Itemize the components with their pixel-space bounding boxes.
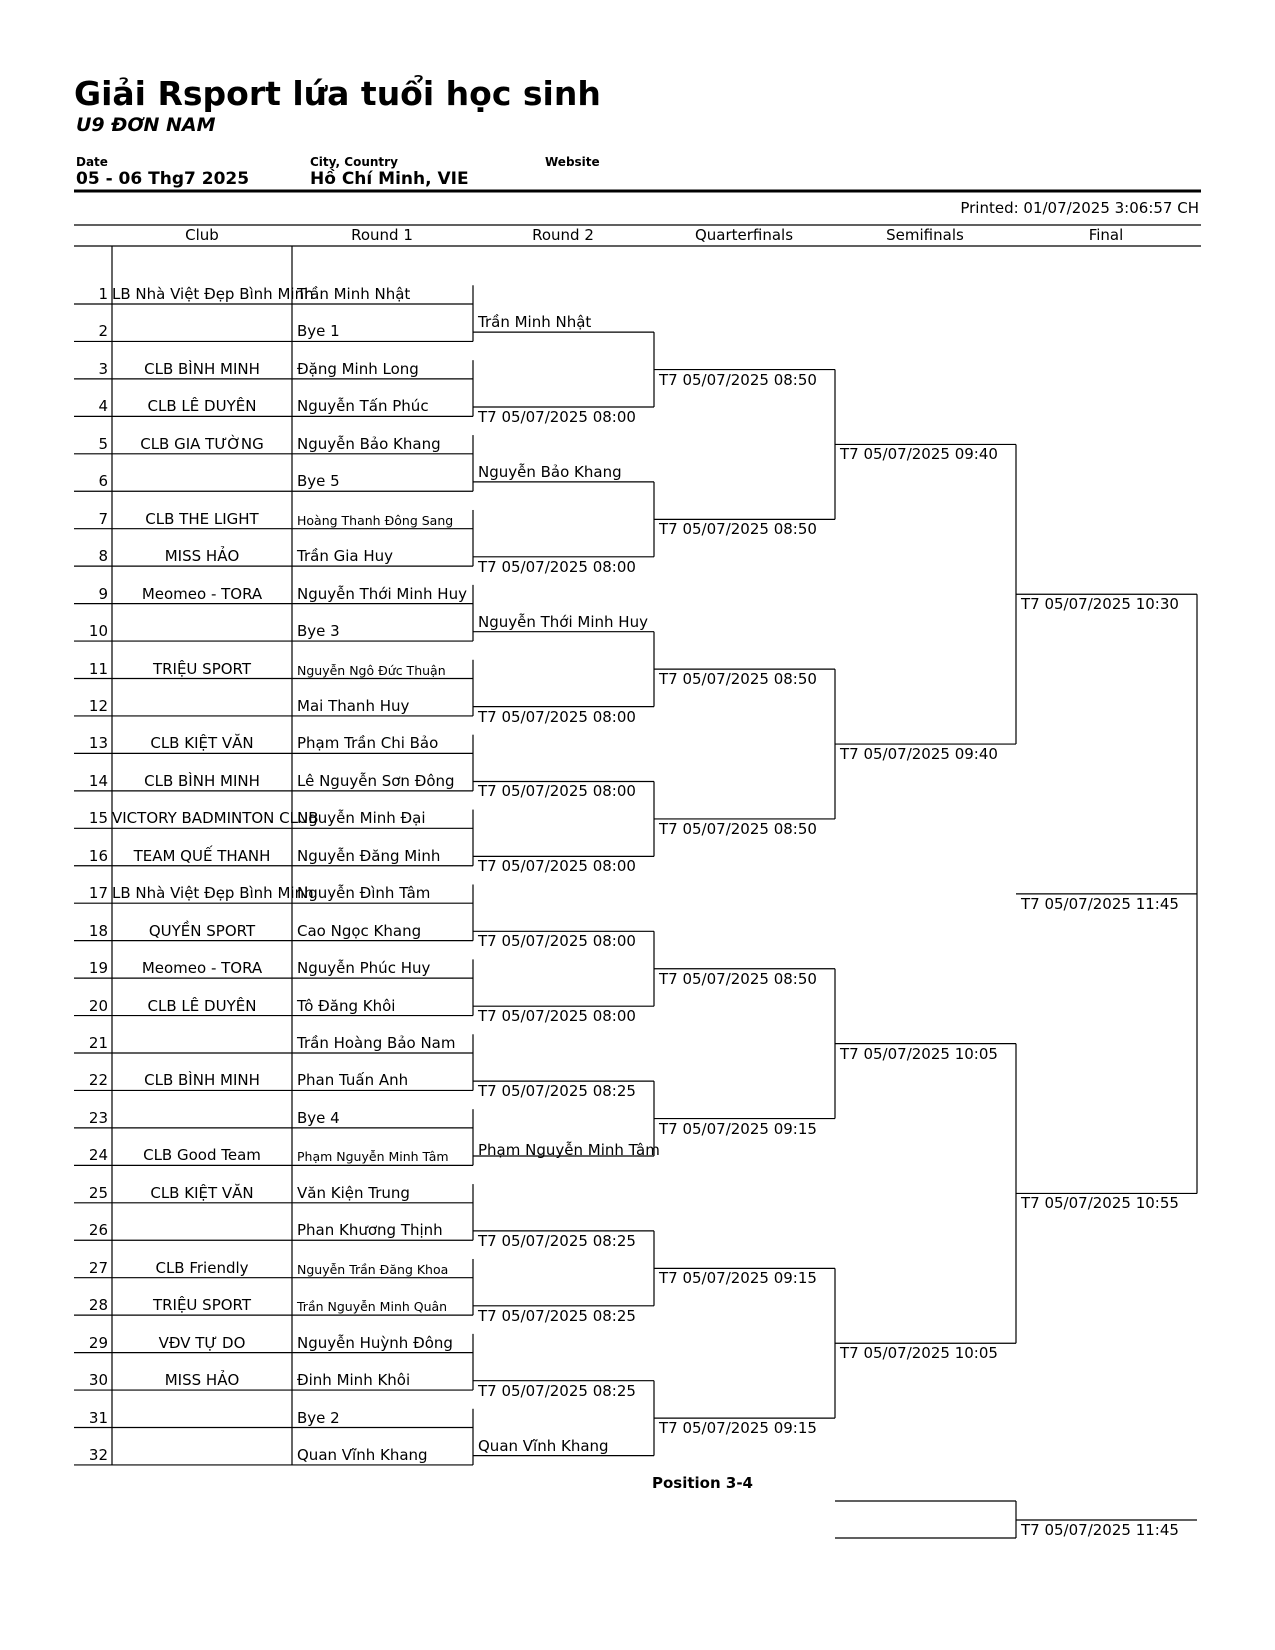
entry-number: 16	[88, 846, 108, 865]
entry-number: 20	[88, 996, 108, 1015]
entry-player: Bye 1	[297, 322, 340, 341]
entry-number: 26	[88, 1221, 108, 1240]
entry-number: 22	[88, 1071, 108, 1090]
entry-number: 12	[88, 696, 108, 715]
semifinal-match-time: T7 05/07/2025 09:40	[840, 445, 998, 464]
entry-player: Cao Ngọc Khang	[297, 921, 422, 940]
entry-number: 4	[98, 397, 108, 416]
entry-club: Meomeo - TORA	[141, 959, 263, 978]
round2-match-time: T7 05/07/2025 08:00	[478, 1007, 636, 1026]
entry-club: TEAM QUẾ THANH	[133, 846, 271, 865]
quarterfinal-match-time: T7 05/07/2025 08:50	[659, 370, 817, 389]
entry-number: 21	[88, 1034, 108, 1052]
quarterfinal-match-time: T7 05/07/2025 09:15	[659, 1119, 817, 1138]
entry-player: Bye 4	[297, 1108, 340, 1127]
entry-club: CLB KIỆT VĂN	[150, 734, 254, 753]
entry-player: Nguyễn Tấn Phúc	[297, 397, 429, 416]
entry-number: 2	[98, 322, 108, 341]
entry-club: CLB Friendly	[155, 1258, 249, 1277]
column-header-final: Final	[1088, 226, 1124, 244]
entry-player: Bye 2	[297, 1408, 340, 1427]
event-subtitle: U9 ĐƠN NAM	[76, 114, 216, 136]
entry-number: 27	[88, 1258, 108, 1277]
round2-winner: Phạm Nguyễn Minh Tâm	[478, 1140, 660, 1159]
entry-number: 25	[88, 1183, 108, 1202]
semifinal-match-time: T7 05/07/2025 10:05	[840, 1044, 998, 1063]
entry-player: Lê Nguyễn Sơn Đông	[297, 771, 455, 790]
quarterfinal-match-time: T7 05/07/2025 09:15	[659, 1419, 817, 1438]
entry-club: TRIỆU SPORT	[152, 659, 252, 678]
column-header-club: Club	[185, 226, 219, 244]
semifinal-match-time: T7 05/07/2025 09:40	[840, 745, 998, 764]
entry-player: Nguyễn Đăng Minh	[297, 846, 441, 865]
entry-number: 10	[88, 622, 108, 641]
semifinal-match-time: T7 05/07/2025 10:05	[840, 1344, 998, 1363]
entry-number: 30	[88, 1371, 108, 1390]
city-label: City, Country	[310, 155, 398, 169]
entry-number: 24	[88, 1146, 108, 1165]
round2-match-time: T7 05/07/2025 08:00	[478, 782, 636, 801]
entry-player: Phạm Trần Chi Bảo	[297, 734, 439, 753]
quarterfinal-match-time: T7 05/07/2025 08:50	[659, 819, 817, 838]
entry-number: 9	[98, 584, 108, 603]
entry-number: 6	[98, 472, 108, 491]
entry-number: 28	[88, 1296, 108, 1315]
round2-match-time: T7 05/07/2025 08:00	[478, 932, 636, 951]
final-match-time: T7 05/07/2025 10:30	[1021, 595, 1179, 614]
website-label: Website	[545, 155, 600, 169]
round2-match-time: T7 05/07/2025 08:25	[478, 1381, 636, 1400]
entry-player: Nguyễn Thới Minh Huy	[297, 584, 467, 603]
column-header-round-2: Round 2	[532, 226, 594, 244]
position-3-4-label: Position 3-4	[652, 1474, 753, 1492]
entry-club: LB Nhà Việt Đẹp Bình Minh	[112, 285, 314, 303]
entry-player: Hoàng Thanh Đông Sang	[297, 512, 454, 528]
round2-match-time: T7 05/07/2025 08:25	[478, 1231, 636, 1250]
entry-club: CLB LÊ DUYÊN	[147, 996, 257, 1015]
entry-number: 18	[88, 921, 108, 940]
entry-club: Meomeo - TORA	[141, 584, 263, 603]
entry-player: Nguyễn Phúc Huy	[297, 959, 431, 978]
entry-player: Bye 5	[297, 472, 340, 491]
column-header-semifinals: Semifinals	[886, 226, 964, 244]
round2-winner: Nguyễn Thới Minh Huy	[478, 612, 648, 631]
round2-winner: Trần Minh Nhật	[478, 313, 592, 332]
entry-number: 7	[98, 509, 108, 528]
city-value: Hồ Chí Minh, VIE	[310, 169, 469, 189]
round2-match-time: T7 05/07/2025 08:25	[478, 1082, 636, 1101]
entry-number: 14	[88, 771, 108, 790]
entry-club: CLB LÊ DUYÊN	[147, 397, 257, 416]
quarterfinal-match-time: T7 05/07/2025 09:15	[659, 1269, 817, 1288]
entry-player: Đinh Minh Khôi	[297, 1371, 411, 1390]
entry-club: TRIỆU SPORT	[152, 1296, 252, 1315]
entry-number: 13	[88, 734, 108, 753]
round2-match-time: T7 05/07/2025 08:00	[478, 557, 636, 576]
entry-player: Quan Vĩnh Khang	[297, 1445, 428, 1464]
entry-number: 32	[88, 1445, 108, 1464]
entry-number: 11	[88, 659, 108, 678]
entry-club: VĐV TỰ DO	[158, 1333, 246, 1352]
final-match-time: T7 05/07/2025 11:45	[1021, 894, 1179, 913]
entry-player: Mai Thanh Huy	[297, 696, 410, 715]
entry-number: 19	[88, 959, 108, 978]
quarterfinal-match-time: T7 05/07/2025 08:50	[659, 520, 817, 539]
column-header-quarterfinals: Quarterfinals	[694, 226, 794, 244]
entry-club: CLB THE LIGHT	[145, 509, 259, 528]
entry-number: 15	[88, 809, 108, 828]
entry-player: Đặng Minh Long	[297, 359, 419, 378]
entry-club: MISS HẢO	[164, 1371, 240, 1390]
entry-club: CLB Good Team	[143, 1146, 261, 1165]
entry-number: 3	[98, 359, 108, 378]
position34-match-time: T7 05/07/2025 11:45	[1021, 1521, 1179, 1539]
entry-number: 23	[88, 1108, 108, 1127]
entry-player: Bye 3	[297, 622, 340, 641]
printed-timestamp: Printed: 01/07/2025 3:06:57 CH	[960, 199, 1199, 217]
round2-match-time: T7 05/07/2025 08:00	[478, 407, 636, 426]
entry-player: Nguyễn Minh Đại	[297, 809, 426, 828]
round2-match-time: T7 05/07/2025 08:00	[478, 857, 636, 876]
date-label: Date	[76, 155, 108, 169]
entry-player: Nguyễn Đình Tâm	[297, 884, 431, 903]
entry-player: Trần Nguyễn Minh Quân	[297, 1299, 448, 1315]
entry-player: Trần Minh Nhật	[297, 285, 411, 303]
date-value: 05 - 06 Thg7 2025	[76, 169, 250, 189]
entry-club: CLB GIA TƯỜNG	[140, 434, 264, 453]
round2-winner: Nguyễn Bảo Khang	[478, 462, 622, 481]
entry-number: 31	[88, 1408, 108, 1427]
quarterfinal-match-time: T7 05/07/2025 08:50	[659, 969, 817, 988]
entry-player: Nguyễn Trần Đăng Khoa	[297, 1261, 449, 1277]
entry-club: VICTORY BADMINTON CLUB	[112, 809, 319, 828]
quarterfinal-match-time: T7 05/07/2025 08:50	[659, 670, 817, 689]
entry-player: Nguyễn Bảo Khang	[297, 434, 441, 453]
entry-club: LB Nhà Việt Đẹp Bình Minh	[112, 884, 314, 903]
final-match-time: T7 05/07/2025 10:55	[1021, 1194, 1179, 1213]
entry-player: Trần Gia Huy	[297, 547, 394, 566]
entry-club: MISS HẢO	[164, 547, 240, 566]
entry-player: Văn Kiện Trung	[297, 1183, 410, 1202]
entry-number: 17	[88, 884, 108, 903]
round2-match-time: T7 05/07/2025 08:25	[478, 1306, 636, 1325]
column-header-round-1: Round 1	[351, 226, 413, 244]
entry-club: CLB BÌNH MINH	[144, 1071, 260, 1090]
entry-club: CLB BÌNH MINH	[144, 771, 260, 790]
entry-number: 8	[98, 547, 108, 566]
entry-player: Phạm Nguyễn Minh Tâm	[297, 1149, 449, 1165]
entry-player: Nguyễn Ngô Đức Thuận	[297, 662, 446, 678]
entry-club: QUYỀN SPORT	[148, 921, 256, 940]
entry-club: CLB BÌNH MINH	[144, 359, 260, 378]
entry-player: Phan Khương Thịnh	[297, 1221, 443, 1240]
round2-winner: Quan Vĩnh Khang	[478, 1436, 609, 1455]
entry-player: Nguyễn Huỳnh Đông	[297, 1333, 453, 1352]
entry-number: 1	[98, 285, 108, 303]
entry-player: Trần Hoàng Bảo Nam	[297, 1034, 456, 1052]
entry-player: Tô Đăng Khôi	[297, 996, 396, 1015]
round2-match-time: T7 05/07/2025 08:00	[478, 707, 636, 726]
entry-number: 5	[98, 434, 108, 453]
page-title: Giải Rsport lứa tuổi học sinh	[74, 74, 601, 113]
entry-number: 29	[88, 1333, 108, 1352]
entry-club: CLB KIỆT VĂN	[150, 1183, 254, 1202]
entry-player: Phan Tuấn Anh	[297, 1071, 409, 1090]
